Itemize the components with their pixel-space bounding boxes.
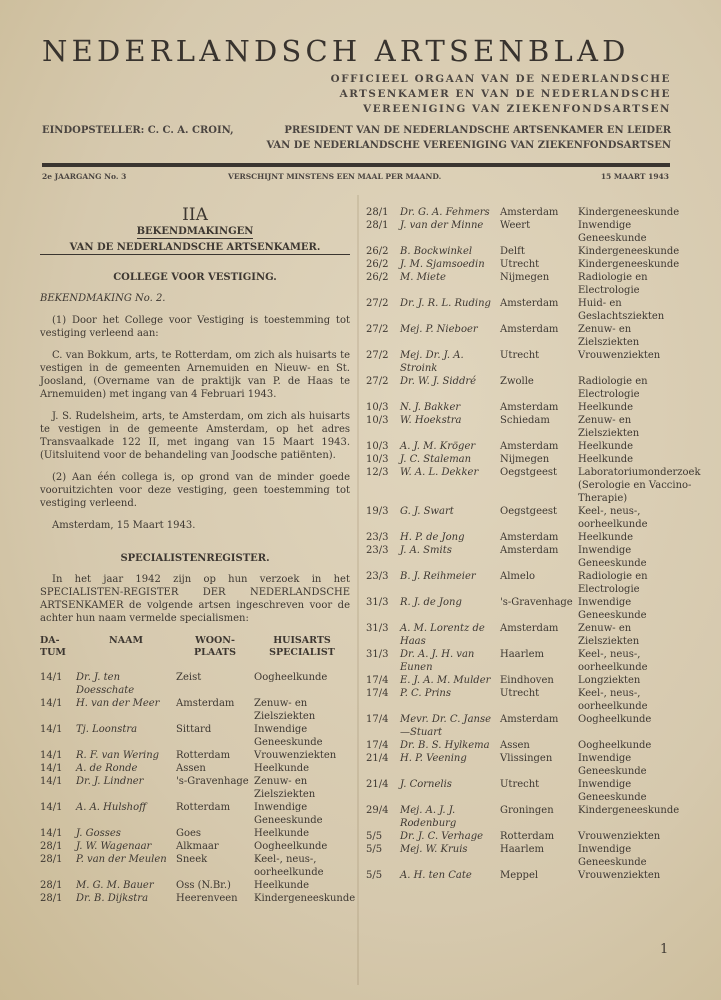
name-cell: J. Gosses (76, 828, 121, 839)
name-cell: Mej. A. J. J. Rodenburg (400, 805, 457, 829)
specialism-cell: Inwendige Geneeskunde (254, 802, 323, 826)
specialism-cell: Keel-, neus-, oorheelkunde (578, 688, 648, 712)
specialism-cell: Inwendige Geneeskunde (578, 545, 647, 569)
table-row (366, 544, 682, 570)
name-cell: A. J. M. Kröger (400, 441, 476, 452)
place-cell: Amsterdam (500, 324, 559, 335)
name-cell: Tj. Loonstra (76, 724, 138, 735)
place-cell: Alkmaar (176, 841, 219, 852)
name-cell: M. Miete (400, 272, 446, 283)
name-cell: J. M. Sjamsoedin (400, 259, 485, 270)
table-row (366, 843, 682, 869)
table-row (366, 596, 682, 622)
specialism-cell: Vrouwenziekten (254, 750, 337, 761)
table-row (366, 570, 682, 596)
name-cell: N. J. Bakker (400, 402, 461, 413)
place-cell: Heerenveen (176, 893, 238, 904)
place-cell: Goes (176, 828, 202, 839)
date-cell: 14/1 (40, 763, 63, 774)
date-cell: 10/3 (366, 415, 389, 426)
specialism-cell: Kindergeneeskunde (578, 259, 680, 270)
date-cell: 12/3 (366, 467, 389, 478)
section-number: IIA (182, 205, 208, 225)
frequency-note: VERSCHIJNT MINSTENS EEN MAAL PER MAAND. (228, 172, 442, 181)
table-row (366, 258, 682, 271)
place-cell: Weert (500, 220, 531, 231)
specialism-cell: Inwendige Geneeskunde (578, 844, 647, 868)
date-cell: 26/2 (366, 272, 389, 283)
specialism-cell: Oogheelkunde (578, 714, 652, 725)
date-cell: 14/1 (40, 776, 63, 787)
name-cell: Dr. J. R. L. Ruding (400, 298, 491, 309)
name-cell: R. J. de Jong (400, 597, 462, 608)
place-cell: Amsterdam (500, 207, 559, 218)
place-cell: Amsterdam (500, 623, 559, 634)
specialism-cell: Kindergeneeskunde (578, 805, 680, 816)
table-row (40, 697, 350, 723)
date-cell: 31/3 (366, 649, 389, 660)
specialism-cell: Zenuw- en Zielsziekten (254, 698, 316, 722)
name-cell: H. P. Veening (400, 753, 467, 764)
left-column (40, 205, 356, 905)
date-cell: 10/3 (366, 454, 389, 465)
header-naam: NAAM (109, 635, 143, 646)
place-cell: Amsterdam (500, 441, 559, 452)
table-row (366, 505, 682, 531)
place-cell: Utrecht (500, 688, 540, 699)
specialism-cell: Longziekten (578, 675, 641, 686)
name-cell: Mej. W. Kruis (400, 844, 468, 855)
header-rule (42, 163, 670, 167)
table-row (366, 674, 682, 687)
specialism-cell: Radiologie en Electrologie (578, 376, 648, 400)
table-row (366, 687, 682, 713)
place-cell: Sittard (176, 724, 212, 735)
date-cell: 23/3 (366, 545, 389, 556)
table-row (366, 219, 682, 245)
date-cell: 23/3 (366, 532, 389, 543)
table-row (366, 414, 682, 440)
table-row (366, 804, 682, 830)
name-cell: H. P. de Jong (400, 532, 465, 543)
name-cell: Mej. P. Nieboer (400, 324, 478, 335)
place-cell: Utrecht (500, 350, 540, 361)
specialism-cell: Keel-, neus-, oorheelkunde (578, 506, 648, 530)
name-cell: E. J. A. M. Mulder (400, 675, 491, 686)
specialism-cell: Oogheelkunde (254, 672, 328, 683)
specialism-cell: Heelkunde (578, 454, 634, 465)
name-cell: Dr. G. A. Fehmers (400, 207, 490, 218)
table-row (366, 271, 682, 297)
specialism-cell: Heelkunde (254, 763, 310, 774)
specialism-cell: Zenuw- en Zielsziekten (578, 623, 640, 647)
date-cell: 27/2 (366, 324, 389, 335)
place-cell: Oss (N.Br.) (176, 880, 231, 891)
name-cell: Dr. J. C. Verhage (400, 831, 484, 842)
date-cell: 26/2 (366, 259, 389, 270)
date-cell: 21/4 (366, 779, 389, 790)
place-cell: Rotterdam (176, 802, 231, 813)
name-cell: H. van der Meer (76, 698, 160, 709)
section-title-line1: BEKENDMAKINGEN (136, 226, 254, 237)
paragraph: (1) Door het College voor Vestiging is toestemming tot vestiging verleend aan: (40, 315, 350, 339)
table-row (366, 440, 682, 453)
table-row (366, 739, 682, 752)
table-row (366, 375, 682, 401)
section-title (40, 225, 350, 255)
name-cell: P. van der Meulen (76, 854, 167, 865)
editor-text: PRESIDENT VAN DE NEDERLANDSCHE ARTSENKAMER EN LEIDER (284, 125, 671, 136)
date-cell: 26/2 (366, 246, 389, 257)
place-cell: Assen (500, 740, 530, 751)
name-cell: J. C. Staleman (400, 454, 472, 465)
specialism-cell: Laboratoriumonderzoek (Serologie en Vaccino-Therapie) (578, 467, 701, 504)
table-header (40, 635, 350, 659)
name-cell: Mevr. Dr. C. Janse—Stuart (400, 714, 492, 738)
name-cell: G. J. Swart (400, 506, 454, 517)
date-cell: 27/2 (366, 298, 389, 309)
specialism-cell: Inwendige Geneeskunde (578, 779, 647, 803)
place-cell: Utrecht (500, 259, 540, 270)
table-row (366, 713, 682, 739)
name-cell: J. A. Smits (400, 545, 452, 556)
place-cell: 's-Gravenhage (176, 776, 249, 787)
place-cell: Assen (176, 763, 206, 774)
editor-line (42, 124, 671, 153)
specialism-cell: Oogheelkunde (578, 740, 652, 751)
place-cell: Amsterdam (500, 545, 559, 556)
place-cell: Groningen (500, 805, 554, 816)
date-cell: 17/4 (366, 688, 389, 699)
place-cell: Rotterdam (176, 750, 231, 761)
specialism-cell: Heelkunde (578, 532, 634, 543)
name-cell: R. F. van Wering (76, 750, 160, 761)
specialism-cell: Inwendige Geneeskunde (578, 753, 647, 777)
table-row (366, 297, 682, 323)
specialism-cell: Heelkunde (578, 441, 634, 452)
header-woonplaats: WOON-PLAATS (194, 635, 236, 658)
place-cell: Nijmegen (500, 454, 550, 465)
specialism-cell: Radiologie en Electrologie (578, 571, 648, 595)
specialism-cell: Radiologie en Electrologie (578, 272, 648, 296)
name-cell: P. C. Prins (400, 688, 451, 699)
specialism-cell: Heelkunde (578, 402, 634, 413)
name-cell: A. H. ten Cate (400, 870, 472, 881)
specialism-cell: Vrouwenziekten (578, 350, 661, 361)
specialism-cell: Huid- en Geslachtsziekten (578, 298, 665, 322)
masthead-subtitle (331, 72, 671, 117)
specialism-cell: Kindergeneeskunde (254, 893, 356, 904)
date-cell: 14/1 (40, 698, 63, 709)
date-cell: 21/4 (366, 753, 389, 764)
date-cell: 17/4 (366, 740, 389, 751)
specialism-cell: Inwendige Geneeskunde (578, 220, 647, 244)
place-cell: Rotterdam (500, 831, 555, 842)
bekendmaking-label: BEKENDMAKING No. 2. (40, 293, 166, 304)
table-row (40, 892, 356, 905)
place-cell: Sneek (176, 854, 208, 865)
name-cell: W. A. L. Dekker (400, 467, 479, 478)
place-cell: Zeist (176, 672, 202, 683)
table-row (366, 466, 701, 505)
table-row (366, 349, 682, 375)
date-cell: 31/3 (366, 597, 389, 608)
specialism-cell: Keel-, neus-, oorheelkunde (254, 854, 324, 878)
name-cell: Mej. Dr. J. A. Stroink (400, 350, 464, 374)
table-row (366, 453, 682, 466)
date-cell: 29/4 (366, 805, 389, 816)
specialism-cell: Zenuw- en Zielsziekten (254, 776, 316, 800)
register-heading: SPECIALISTENREGISTER. (120, 553, 270, 564)
section-title-line2: VAN DE NEDERLANDSCHE ARTSENKAMER. (40, 241, 350, 255)
masthead-title: NEDERLANDSCH ARTSENBLAD (42, 34, 630, 68)
table-row (40, 775, 350, 801)
name-cell: Dr. J. Lindner (76, 776, 144, 787)
name-cell: B. J. Reihmeier (400, 571, 476, 582)
place-cell: Eindhoven (500, 675, 554, 686)
place-cell: Amsterdam (500, 402, 559, 413)
table-row (40, 827, 350, 840)
date-cell: 23/3 (366, 571, 389, 582)
table-row (366, 778, 682, 804)
place-cell: 's-Gravenhage (500, 597, 573, 608)
date-cell: 28/1 (366, 220, 389, 231)
table-row (366, 648, 682, 674)
page-fold (357, 195, 359, 985)
name-cell: A. A. Hulshoff (76, 802, 147, 813)
place-cell: Oegstgeest (500, 467, 558, 478)
specialism-cell: Oogheelkunde (254, 841, 328, 852)
date-cell: 10/3 (366, 402, 389, 413)
date-cell: 5/5 (366, 870, 383, 881)
specialism-cell: Zenuw- en Zielsziekten (578, 415, 640, 439)
name-cell: Dr. B. S. Hylkema (400, 740, 490, 751)
editor-label: EINDOPSTELLER: C. C. A. CROIN, (42, 125, 234, 136)
date-cell: 17/4 (366, 675, 389, 686)
date-cell: 17/4 (366, 714, 389, 725)
register-table-right (366, 206, 701, 882)
name-cell: J. van der Minne (400, 220, 484, 231)
table-row (366, 830, 682, 843)
place-cell: Almelo (500, 571, 536, 582)
right-column (366, 206, 701, 882)
place-cell: Schiedam (500, 415, 550, 426)
subtitle-line: VEREENIGING VAN ZIEKENFONDSARTSEN (363, 103, 671, 115)
editor-text: VAN DE NEDERLANDSCHE VEREENIGING VAN ZIEKENFONDSARTSEN (266, 139, 671, 151)
date-cell: 14/1 (40, 802, 63, 813)
specialism-cell: Inwendige Geneeskunde (254, 724, 323, 748)
table-row (366, 869, 682, 882)
date-cell: 28/1 (40, 854, 63, 865)
name-cell: M. G. M. Bauer (76, 880, 154, 891)
table-row (366, 622, 682, 648)
name-cell: Dr. B. Dijkstra (76, 893, 149, 904)
name-cell: B. Bockwinkel (400, 246, 473, 257)
volume-number: 2e JAARGANG No. 3 (42, 172, 127, 181)
paragraph: C. van Bokkum, arts, te Rotterdam, om zich als huisarts te vestigen in de gemeenten Arnemuiden en Nieuw- en St. Joosland, (Overname van de praktijk van P. de Haas te Arnemuiden) met ingang van 4 Februari 1943. (40, 350, 350, 400)
specialism-cell: Keel-, neus-, oorheelkunde (578, 649, 648, 673)
specialism-cell: Inwendige Geneeskunde (578, 597, 647, 621)
date-cell: 10/3 (366, 441, 389, 452)
specialism-cell: Kindergeneeskunde (578, 207, 680, 218)
date-cell: 14/1 (40, 724, 63, 735)
date-cell: 28/1 (40, 893, 63, 904)
name-cell: W. Hoekstra (400, 415, 462, 426)
date-cell: 14/1 (40, 672, 63, 683)
date-cell: 5/5 (366, 831, 383, 842)
date-cell: 14/1 (40, 828, 63, 839)
specialism-cell: Zenuw- en Zielsziekten (578, 324, 640, 348)
name-cell: Dr. J. ten Doesschate (76, 672, 135, 696)
subtitle-line: OFFICIEEL ORGAAN VAN DE NEDERLANDSCHE (330, 73, 671, 85)
subtitle-line: ARTSENKAMER EN VAN DE NEDERLANDSCHE (339, 88, 671, 100)
specialism-cell: Kindergeneeskunde (578, 246, 680, 257)
name-cell: J. W. Wagenaar (76, 841, 152, 852)
table-row (366, 323, 682, 349)
table-row (40, 840, 350, 853)
date-cell: 27/2 (366, 350, 389, 361)
date-cell: 19/3 (366, 506, 389, 517)
table-row (40, 749, 350, 762)
date-cell: 14/1 (40, 750, 63, 761)
name-cell: J. Cornelis (400, 779, 452, 790)
specialism-cell: Vrouwenziekten (578, 831, 661, 842)
table-row (366, 245, 682, 258)
date-cell: 5/5 (366, 844, 383, 855)
table-row (40, 762, 350, 775)
place-cell: Oegstgeest (500, 506, 558, 517)
place-cell: Delft (500, 246, 525, 257)
name-cell: Dr. W. J. Siddré (400, 376, 477, 387)
header-specialist: HUISARTS SPECIALIST (269, 635, 335, 658)
register-table-left (40, 671, 356, 905)
date-cell: 31/3 (366, 623, 389, 634)
issue-date: 15 MAART 1943 (600, 172, 669, 181)
table-row (366, 752, 682, 778)
table-row (366, 531, 682, 544)
table-row (40, 723, 350, 749)
table-row (40, 801, 350, 827)
place-cell: Haarlem (500, 649, 545, 660)
date-cell: 27/2 (366, 376, 389, 387)
register-intro: In het jaar 1942 zijn op hun verzoek in het SPECIALISTEN-REGISTER DER NEDERLANDSCHE ARTSENKAMER de volgende artsen ingeschreven voor de achter hun naam vermelde specialismen: (40, 574, 350, 624)
place-cell: Amsterdam (176, 698, 235, 709)
paragraph: (2) Aan één collega is, op grond van de minder goede vooruitzichten voor deze vestiging, geen toestemming tot vestiging verleend. (40, 472, 350, 509)
place-cell: Meppel (500, 870, 539, 881)
signoff: Amsterdam, 15 Maart 1943. (52, 520, 196, 531)
paragraph: J. S. Rudelsheim, arts, te Amsterdam, om zich als huisarts te vestigen in de gemeente Amsterdam, op het adres Transvaalkade 122 II, met ingang van 15 Maart 1943. (Uitsluitend voor de behandeling van Joodsche patiënten). (40, 411, 350, 461)
place-cell: Nijmegen (500, 272, 550, 283)
college-heading: COLLEGE VOOR VESTIGING. (113, 272, 277, 283)
place-cell: Amsterdam (500, 532, 559, 543)
place-cell: Amsterdam (500, 298, 559, 309)
name-cell: A. M. Lorentz de Haas (400, 623, 485, 647)
specialism-cell: Heelkunde (254, 880, 310, 891)
table-row (40, 853, 350, 879)
header-datum: DA-TUM (40, 635, 66, 658)
table-row (40, 879, 350, 892)
specialism-cell: Vrouwenziekten (578, 870, 661, 881)
place-cell: Haarlem (500, 844, 545, 855)
page-number: 1 (660, 942, 669, 957)
table-row (40, 671, 350, 697)
place-cell: Amsterdam (500, 714, 559, 725)
name-cell: Dr. A. J. H. van Eunen (400, 649, 475, 673)
table-row (366, 206, 682, 219)
name-cell: A. de Ronde (76, 763, 138, 774)
date-cell: 28/1 (40, 841, 63, 852)
place-cell: Utrecht (500, 779, 540, 790)
place-cell: Zwolle (500, 376, 534, 387)
date-cell: 28/1 (366, 207, 389, 218)
table-row (366, 401, 682, 414)
place-cell: Vlissingen (500, 753, 553, 764)
date-cell: 28/1 (40, 880, 63, 891)
specialism-cell: Heelkunde (254, 828, 310, 839)
